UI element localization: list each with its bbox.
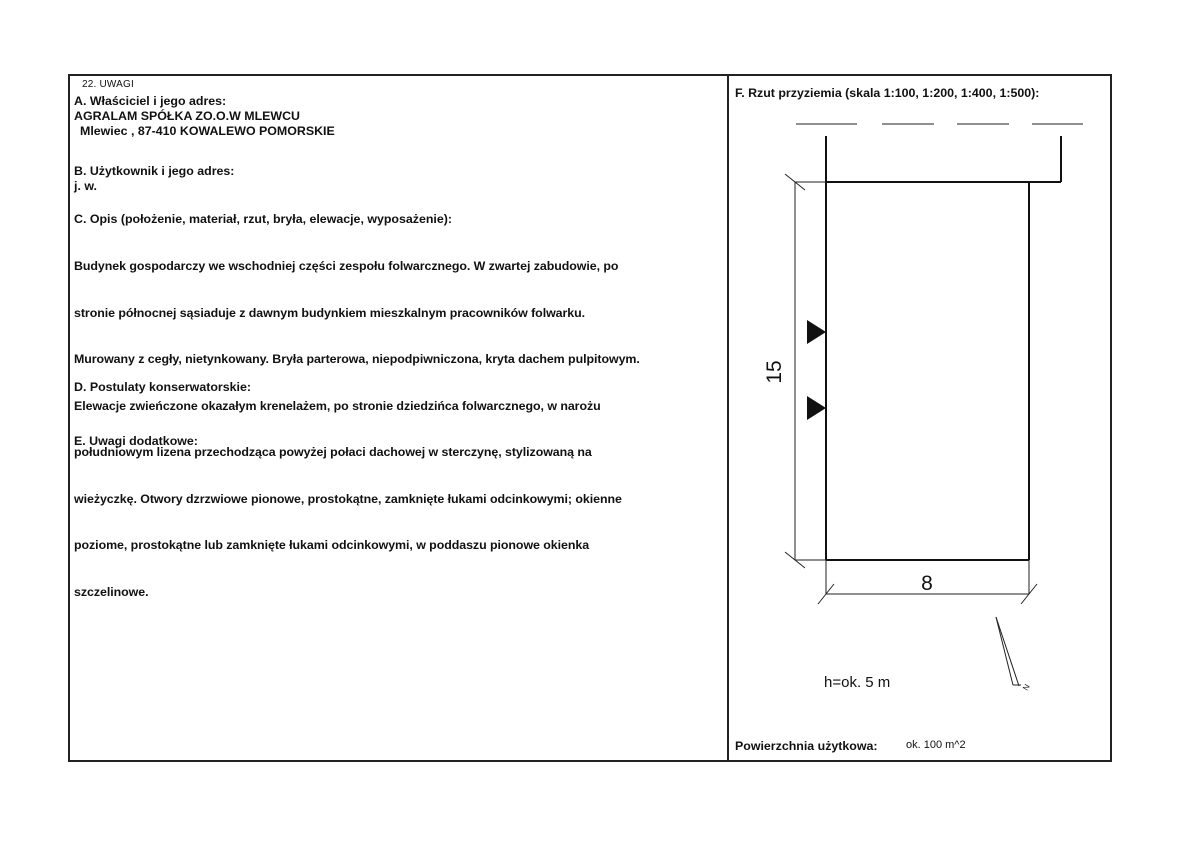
description-line: południowym lizena przechodząca powyżej połaci dachowej w sterczynę, stylizowaną na bbox=[74, 445, 592, 459]
field-number-label: 22. UWAGI bbox=[82, 79, 134, 90]
description-line: wieżyczkę. Otwory dzrzwiowe pionowe, prostokątne, zamknięte łukami odcinkowymi; okienne bbox=[74, 491, 622, 506]
floor-plan-title: F. Rzut przyziemia (skala 1:100, 1:200, 1:400, 1:500): bbox=[735, 86, 1040, 100]
entrance-marker bbox=[807, 396, 826, 420]
conservation-heading: D. Postulaty konserwatorskie: bbox=[74, 380, 251, 394]
owner-name: AGRALAM SPÓŁKA ZO.O.W MLEWCU bbox=[74, 109, 300, 123]
floor-plan-drawing bbox=[729, 76, 1112, 764]
record-card bbox=[68, 74, 1112, 762]
remarks-panel bbox=[70, 76, 729, 760]
owner-heading: A. Właściciel i jego adres: bbox=[74, 94, 227, 108]
usable-area-label: Powierzchnia użytkowa: bbox=[735, 739, 878, 753]
length-dimension-label: 15 bbox=[763, 360, 786, 384]
owner-address: Mlewiec , 87-410 KOWALEWO POMORSKIE bbox=[80, 124, 335, 138]
description-line: Budynek gospodarczy we wschodniej części zespołu folwarcznego. W zwartej zabudowie, po bbox=[74, 259, 619, 273]
floor-plan-panel bbox=[729, 76, 1110, 760]
width-dimension-label: 8 bbox=[921, 572, 933, 595]
description-line: poziome, prostokątne lub zamknięte łukami odcinkowymi, w poddaszu pionowe okienka bbox=[74, 538, 590, 552]
description-heading: C. Opis (położenie, materiał, rzut, bryła, elewacje, wyposażenie): bbox=[74, 212, 453, 226]
entrance-marker bbox=[807, 320, 826, 344]
building-outline bbox=[826, 136, 1061, 560]
length-dimension-line bbox=[785, 174, 826, 568]
description-line: Murowany z cegły, nietynkowany. Bryła parterowa, niepodpiwniczona, kryta dachem pulpitowym. bbox=[74, 352, 640, 366]
user-value: j. w. bbox=[74, 179, 97, 193]
description-line: szczelinowe. bbox=[74, 584, 149, 599]
additional-remarks-heading: E. Uwagi dodatkowe: bbox=[74, 434, 198, 448]
usable-area-value: ok. 100 m^2 bbox=[906, 739, 966, 751]
north-label: N bbox=[1021, 682, 1032, 693]
description-line: Elewacje zwieńczone okazałym krenelażem, po stronie dziedzińca folwarcznego, w narożu bbox=[74, 398, 601, 413]
description-line: stronie północnej sąsiaduje z dawnym budynkiem mieszkalnym pracowników folwarku. bbox=[74, 305, 586, 320]
height-note: h=ok. 5 m bbox=[824, 674, 891, 691]
user-heading: B. Użytkownik i jego adres: bbox=[74, 164, 235, 178]
north-arrow-icon bbox=[996, 617, 1021, 686]
description-body bbox=[74, 228, 726, 631]
